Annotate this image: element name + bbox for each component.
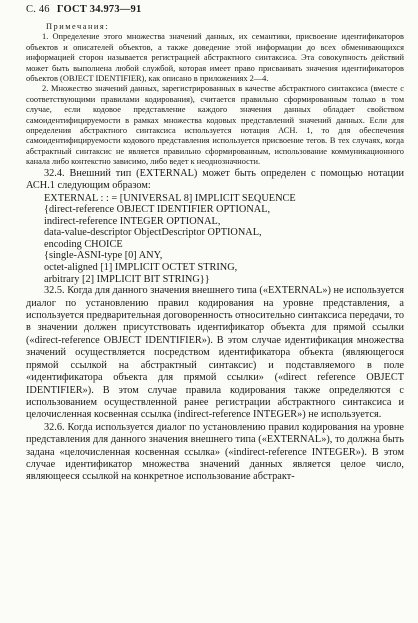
code-line: {direct-reference OBJECT IDENTIFIER OPTIONAL, bbox=[44, 204, 271, 216]
code-line: {single-ASNI-type [0] ANY, bbox=[44, 250, 163, 262]
code-line: indirect-reference INTEGER OPTIONAL, bbox=[44, 215, 221, 227]
code-line: data-value-descriptor ObjectDescriptor OPTIONAL, bbox=[44, 227, 262, 239]
code-line: encoding CHOICE bbox=[44, 238, 123, 250]
asn1-definition bbox=[44, 193, 404, 286]
section-32-5: 32.5. Когда для данного значения внешнего типа («EXTERNAL») не используется диалог по установлению правил кодирования на уровне представления, а используется предварительная договоренность относительно синтаксиса передачи, то в значении должен присутствовать идентификатор объекта для прямой ссылки («direct-reference OBJECT IDENTIFIER»). В этом случае идентификация множества значений осуществляется посредством идентификатора объекта (являющегося прямой ссылкой на абстрактный синтаксис) и подставляемого в поле «идентификатора объекта для прямой ссылки» («direct reference OBJECT IDENTIFIER»). В этом случае правила кодирования также определяются с использованием осуществленной ранее регистрации абстрактного синтаксиса и целочисленная косвенная ссылка (indirect-reference INTEGER») не используется. bbox=[26, 285, 404, 421]
note-1: 1. Определение этого множества значений данных, их семантики, присвоение идентификаторов объектов и описателей объектов, а также доведение этой информации до всех обменивающихся информацией сторон называется регистрацией абстрактного синтаксиса. Эта совокупность действий может быть выполнена любой службой, которая имеет право присваивать значения идентификаторов объектов (OBJECT IDENTIFIER), как описано в приложениях 2—4. bbox=[26, 32, 404, 84]
page-number: С. 46 bbox=[26, 4, 50, 15]
page-header bbox=[26, 4, 404, 18]
main-text bbox=[26, 168, 404, 484]
notes-title: Примечания: bbox=[46, 22, 110, 31]
note-2: 2. Множество значений данных, зарегистрированных в качестве абстрактного синтаксиса (вместе с соответствующими правилами кодирования), считается правильно сформированным только в том случае, если кодовое представление каждого значения данных обладает свойством самоидентифицируемости в рамках множества кодовых представлений значений данных. Если для определения абстрактного синтаксиса используется нотация АСН. 1, то для обеспечения самоидентифицируемости кодового представления используется присвоение тегов. В тех случаях, когда абстрактный синтаксис не является правильно сформированным, использование коммуникационного канала либо контекстно зависимо, либо ведет к неоднозначности. bbox=[26, 84, 404, 167]
standard-code: ГОСТ 34.973—91 bbox=[56, 4, 142, 15]
code-line: EXTERNAL : : = [UNIVERSAL 8] IMPLICIT SEQUENCE bbox=[44, 192, 296, 204]
section-32-4: 32.4. Внешний тип (EXTERNAL) может быть определен с помощью нотации АСН.1 следующим образом: bbox=[26, 167, 404, 192]
code-line: octet-aligned [1] IMPLICIT OCTET STRING, bbox=[44, 262, 238, 274]
section-32-6: 32.6. Когда используется диалог по установлению правил кодирования на уровне представления для данного значения внешнего типа («EXTERNAL»), то должна быть задана «целочисленная косвенная ссылка» («indirect-reference INTEGER»). В этом случае идентификатор множества значений данных является целое число, являющееся ссылкой на конкретное использование абстракт- bbox=[26, 421, 404, 483]
code-line: arbitrary [2] IMPLICIT BIT STRING}} bbox=[44, 273, 210, 285]
notes-block bbox=[26, 22, 404, 168]
